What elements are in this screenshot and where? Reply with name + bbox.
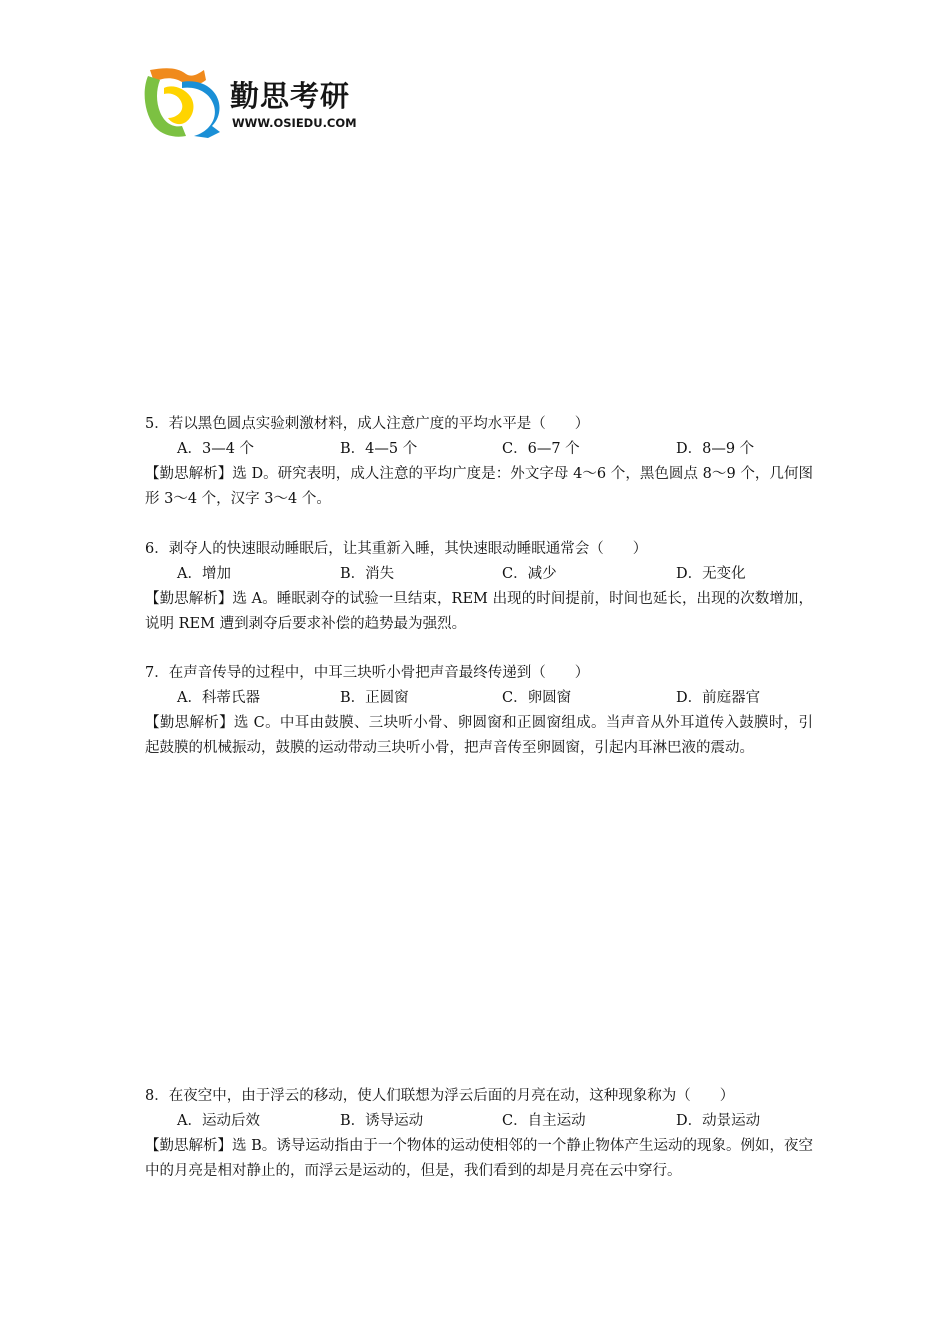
option-d: D．8—9 个 (676, 441, 755, 457)
analysis-tag: 【勤思解析】 (145, 466, 233, 482)
option-b: B．4—5 个 (340, 441, 418, 457)
question-stem: 7．在声音传导的过程中，中耳三块听小骨把声音最终传递到（ ） (145, 665, 590, 681)
analysis (145, 711, 813, 761)
option-d: D．动景运动 (676, 1113, 761, 1129)
option-c: C．自主运动 (502, 1113, 586, 1129)
option-d: D．前庭器官 (676, 690, 761, 706)
brand-url: WWW.OSIEDU.COM (232, 116, 357, 130)
analysis-text: 选 B。诱导运动指由于一个物体的运动使相邻的一个静止物体产生运动的现象。例如，夜空中的月亮是相对静止的，而浮云是运动的，但是，我们看到的却是月亮在云中穿行。 (145, 1138, 813, 1179)
option-c: C．6—7 个 (502, 441, 580, 457)
question-5 (145, 412, 813, 512)
analysis (145, 1134, 813, 1184)
options-row (145, 1109, 813, 1134)
analysis (145, 587, 813, 637)
osiedu-logo-icon (142, 66, 226, 140)
option-a: A．运动后效 (177, 1113, 260, 1129)
option-b: B．消失 (340, 566, 395, 582)
option-a: A．3—4 个 (177, 441, 255, 457)
question-6 (145, 537, 813, 637)
option-c: C．减少 (502, 566, 557, 582)
analysis (145, 462, 813, 512)
option-b: B．正圆窗 (340, 690, 409, 706)
options-row (145, 686, 813, 711)
analysis-text: 选 A。睡眠剥夺的试验一旦结束，REM 出现的时间提前，时间也延长，出现的次数增加，说明 REM 遭到剥夺后要求补偿的趋势最为强烈。 (145, 591, 813, 632)
question-stem: 8．在夜空中，由于浮云的移动，使人们联想为浮云后面的月亮在动，这种现象称为（ ） (145, 1088, 735, 1104)
option-c: C．卵圆窗 (502, 690, 572, 706)
analysis-tag: 【勤思解析】 (145, 715, 234, 731)
question-7 (145, 661, 813, 761)
brand-logo (142, 66, 382, 140)
option-b: B．诱导运动 (340, 1113, 424, 1129)
analysis-text: 选 C。中耳由鼓膜、三块听小骨、卵圆窗和正圆窗组成。当声音从外耳道传入鼓膜时，引起鼓膜的机械振动，鼓膜的运动带动三块听小骨，把声音传至卵圆窗，引起内耳淋巴液的震动。 (145, 715, 813, 756)
analysis-text: 选 D。研究表明，成人注意的平均广度是：外文字母 4～6 个，黑色圆点 8～9 个，几何图形 3～4 个，汉字 3～4 个。 (145, 466, 814, 507)
question-stem: 6．剥夺人的快速眼动睡眠后，让其重新入睡，其快速眼动睡眠通常会（ ） (145, 541, 648, 557)
option-a: A．增加 (177, 566, 231, 582)
question-stem: 5．若以黑色圆点实验刺激材料，成人注意广度的平均水平是（ ） (145, 416, 590, 432)
analysis-tag: 【勤思解析】 (145, 1138, 233, 1154)
options-row (145, 562, 813, 587)
question-8 (145, 1084, 813, 1184)
option-d: D．无变化 (676, 566, 746, 582)
brand-name: 勤思考研 (230, 79, 351, 113)
analysis-tag: 【勤思解析】 (145, 591, 233, 607)
options-row (145, 437, 813, 462)
option-a: A．科蒂氏器 (177, 690, 260, 706)
